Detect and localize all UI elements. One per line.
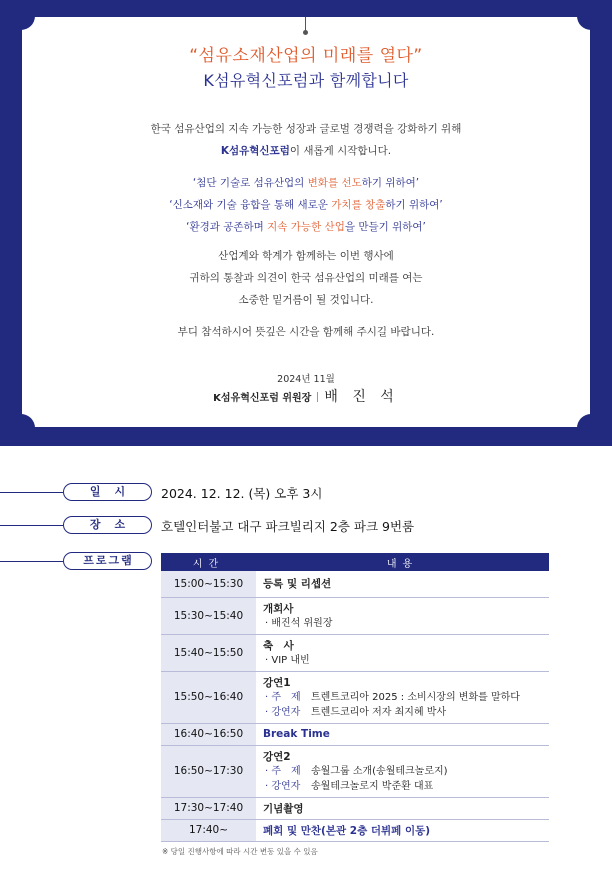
detail-key: · 강연자 bbox=[265, 780, 301, 792]
row-content bbox=[256, 797, 549, 819]
table-row bbox=[161, 723, 549, 745]
detail-value: 송월그룹 소개(송월테크놀로지) bbox=[311, 765, 448, 777]
row-content bbox=[256, 745, 549, 797]
row-content bbox=[256, 634, 549, 671]
date-value: 2024. 12. 12. (목) 오후 3시 bbox=[161, 486, 323, 501]
row-time: 15:00~15:30 bbox=[161, 571, 256, 597]
table-header bbox=[161, 553, 549, 571]
forum-name: K섬유혁신포럼 bbox=[220, 145, 290, 157]
row-content bbox=[256, 571, 549, 597]
row-title: 기념촬영 bbox=[263, 802, 304, 815]
invitation-card bbox=[22, 17, 590, 427]
row-title: 개회사 bbox=[263, 602, 294, 615]
row-detail: · 배진석 위원장 bbox=[265, 617, 333, 629]
row-detail bbox=[263, 764, 549, 779]
label-line bbox=[0, 561, 63, 562]
row-time: 17:30~17:40 bbox=[161, 797, 256, 819]
divider bbox=[317, 392, 318, 402]
quote-highlight: 변화를 선도 bbox=[307, 177, 362, 189]
row-detail bbox=[263, 779, 549, 794]
program-label: 프로그램 bbox=[63, 552, 152, 570]
intro-text: 이 새롭게 시작합니다. bbox=[289, 145, 392, 157]
row-time: 15:30~15:40 bbox=[161, 597, 256, 634]
row-time: 17:40~ bbox=[161, 819, 256, 841]
table-row bbox=[161, 571, 549, 597]
column-header-time: 시간 bbox=[161, 553, 256, 571]
row-title: 등록 및 리셉션 bbox=[263, 578, 332, 591]
row-detail bbox=[263, 690, 549, 705]
intro-paragraph bbox=[22, 118, 590, 162]
quote-text: 하기 위하여’ bbox=[385, 199, 443, 211]
letter-date: 2024년 11월 bbox=[277, 374, 335, 385]
quote-highlight: 가치를 창출 bbox=[331, 199, 386, 211]
detail-key: · 주 제 bbox=[265, 765, 301, 777]
table-row bbox=[161, 819, 549, 841]
row-title: 강연2 bbox=[263, 750, 291, 763]
card-corner bbox=[577, 414, 591, 428]
body-line: 귀하의 통찰과 의견이 한국 섬유산업의 미래를 여는 bbox=[189, 272, 423, 284]
column-header-content: 내용 bbox=[256, 553, 549, 571]
detail-key: · 주 제 bbox=[265, 691, 301, 703]
row-title: Break Time bbox=[263, 728, 330, 740]
place-value: 호텔인터불고 대구 파크빌리지 2층 파크 9번룸 bbox=[161, 519, 415, 534]
detail-value: 송월테크놀로지 박준환 대표 bbox=[311, 780, 434, 792]
table-row bbox=[161, 597, 549, 634]
quote-line bbox=[22, 216, 590, 238]
row-content bbox=[256, 723, 549, 745]
signer-title: K섬유혁신포럼 위원장 bbox=[213, 393, 312, 404]
signature bbox=[22, 386, 590, 406]
mission-quotes bbox=[22, 172, 590, 238]
row-time: 15:50~16:40 bbox=[161, 671, 256, 723]
row-detail bbox=[263, 705, 549, 720]
quote-line bbox=[22, 172, 590, 194]
quote-text: ‘신소재와 기술 융합을 통해 새로운 bbox=[169, 199, 332, 211]
pin-dot-icon bbox=[303, 30, 308, 35]
row-time: 15:40~15:50 bbox=[161, 634, 256, 671]
row-title: 폐회 및 만찬(본관 2층 더뷔페 이동) bbox=[263, 824, 431, 837]
detail-value: 트렌트코리아 2025 : 소비시장의 변화를 말하다 bbox=[311, 691, 520, 703]
label-line bbox=[0, 492, 63, 493]
intro-line: 한국 섬유산업의 지속 가능한 성장과 글로벌 경쟁력을 강화하기 위해 bbox=[150, 123, 462, 135]
row-detail: · VIP 내빈 bbox=[265, 654, 310, 666]
closing-line: 부디 참석하시어 뜻깊은 시간을 함께해 주시길 바랍니다. bbox=[177, 326, 435, 338]
quote-highlight: 지속 가능한 산업 bbox=[267, 221, 345, 233]
pin-icon bbox=[305, 17, 306, 31]
quote-text: 하기 위하여’ bbox=[361, 177, 420, 189]
row-content bbox=[256, 597, 549, 634]
table-row bbox=[161, 634, 549, 671]
detail-value: 트렌드코리아 저자 최지혜 박사 bbox=[311, 706, 447, 718]
detail-key: · 강연자 bbox=[265, 706, 301, 718]
row-content bbox=[256, 671, 549, 723]
signer-name: 배 진 석 bbox=[324, 389, 399, 405]
table-row bbox=[161, 797, 549, 819]
row-title: 강연1 bbox=[263, 676, 291, 689]
subheadline: K섬유혁신포럼과 함께합니다 bbox=[203, 71, 409, 90]
quote-text: ‘환경과 공존하며 bbox=[186, 221, 268, 233]
card-corner bbox=[21, 414, 35, 428]
row-time: 16:50~17:30 bbox=[161, 745, 256, 797]
headline: “섬유소재산업의 미래를 열다” bbox=[189, 46, 423, 66]
row-time: 16:40~16:50 bbox=[161, 723, 256, 745]
quote-text: ‘첨단 기술로 섬유산업의 bbox=[192, 177, 308, 189]
intro-line bbox=[22, 140, 590, 162]
place-label: 장소 bbox=[63, 516, 152, 534]
body-paragraph bbox=[22, 245, 590, 311]
body-line: 산업계와 학계가 함께하는 이번 행사에 bbox=[218, 250, 394, 262]
schedule-note: ※ 당일 진행사항에 따라 시간 변동 있을 수 있음 bbox=[162, 847, 318, 856]
label-line bbox=[0, 525, 63, 526]
date-label: 일시 bbox=[63, 483, 152, 501]
table-row bbox=[161, 745, 549, 797]
body-line: 소중한 밑거름이 될 것입니다. bbox=[238, 294, 374, 306]
program-table bbox=[161, 553, 549, 842]
quote-text: 을 만들기 위하여’ bbox=[344, 221, 426, 233]
row-content bbox=[256, 819, 549, 841]
quote-line bbox=[22, 194, 590, 216]
row-title: 축 사 bbox=[263, 639, 294, 652]
table-row bbox=[161, 671, 549, 723]
